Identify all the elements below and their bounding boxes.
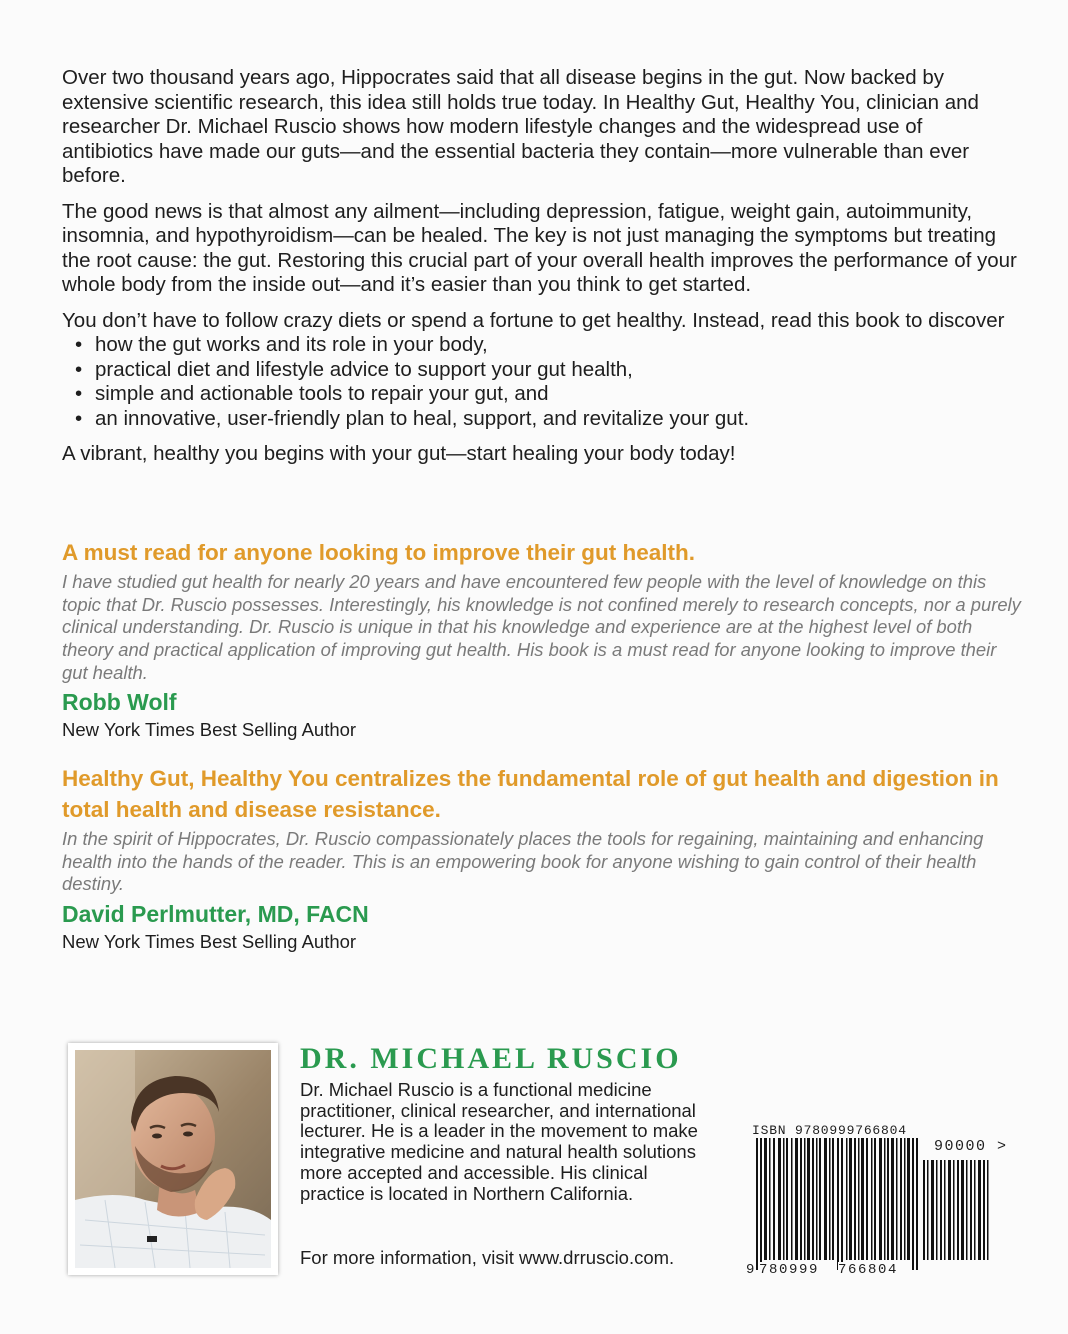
more-info-link: For more information, visit www.drruscio.com. — [300, 1247, 675, 1268]
barcode-digits-right: 766804 — [838, 1262, 899, 1278]
endorsement-quote: In the spirit of Hippocrates, Dr. Ruscio compassionately places the tools for regaining, maintaining and enhancing health into the hands of the reader. This is an empowering book for anyone wishing to gain control of their health destiny. — [62, 828, 984, 895]
price-code: 90000 > — [934, 1138, 1008, 1155]
benefits-list-item: • how the gut works and its role in your body, — [95, 333, 1017, 358]
author-name-heading: DR. MICHAEL RUSCIO — [300, 1042, 682, 1075]
description-closing: A vibrant, healthy you begins with your gut—start healing your body today! — [62, 442, 736, 465]
description-paragraph-1: Over two thousand years ago, Hippocrates said that all disease begins in the gut. Now backed by extensive scientific research, this idea still holds true today. In Healthy Gut, Healthy You, clinician and researcher Dr. Michael Ruscio shows how modern lifestyle changes and the widespread use of antibiotics have made our guts—and the essential bacteria they contain—more vulnerable than ever before. — [62, 66, 979, 187]
barcode-digit-first: 9 — [746, 1262, 757, 1278]
barcode-digits-left: 780999 — [759, 1262, 820, 1278]
isbn-barcode — [745, 1138, 1015, 1278]
benefits-list-item: • practical diet and lifestyle advice to support your gut health, — [95, 358, 1017, 383]
book-description — [62, 66, 1017, 478]
author-photo — [68, 1043, 278, 1275]
endorsement-author-title: New York Times Best Selling Author — [62, 719, 357, 740]
isbn-label: ISBN 9780999766804 — [752, 1123, 907, 1138]
endorsement-author-title: New York Times Best Selling Author — [62, 931, 357, 952]
endorsement-author: David Perlmutter, MD, FACN — [62, 901, 369, 927]
author-portrait-image — [75, 1050, 271, 1268]
benefits-list-item: • an innovative, user-friendly plan to heal, support, and revitalize your gut. — [95, 407, 1017, 432]
benefits-list — [62, 333, 1017, 431]
description-paragraph-3: You don’t have to follow crazy diets or spend a fortune to get healthy. Instead, read this book to discover — [62, 308, 1005, 332]
description-paragraph-2: The good news is that almost any ailment—including depression, fatigue, weight gain, autoimmunity, insomnia, and hypothyroidism—can be healed. The key is not just managing the symptoms but treating the root cause: the gut. Restoring this crucial part of your overall health improves the performance of your whole body from the inside out—and it’s easier than you think to get started. — [62, 199, 1017, 296]
benefits-list-item: • simple and actionable tools to repair your gut, and — [95, 382, 1017, 407]
endorsement-quote: I have studied gut health for nearly 20 years and have encountered few people with the level of knowledge on this topic that Dr. Ruscio possesses. Interestingly, his knowledge is not confined merely to research concepts, nor a purely clinical understanding. Dr. Ruscio is unique in that his knowledge and experience are at the highest level of both theory and practical application of improving gut health. His book is a must read for anyone looking to improve their gut health. — [62, 571, 1021, 683]
endorsement-headline: A must read for anyone looking to improve their gut health. — [62, 540, 695, 565]
author-bio: Dr. Michael Ruscio is a functional medicine practitioner, clinical researcher, and international lecturer. He is a leader in the movement to make integrative medicine and natural health solutions more accepted and accessible. His clinical practice is located in Northern California. — [300, 1079, 698, 1204]
endorsement-headline: Healthy Gut, Healthy You centralizes the fundamental role of gut health and digestion in total health and disease resistance. — [62, 766, 999, 822]
endorsement-author: Robb Wolf — [62, 689, 177, 715]
